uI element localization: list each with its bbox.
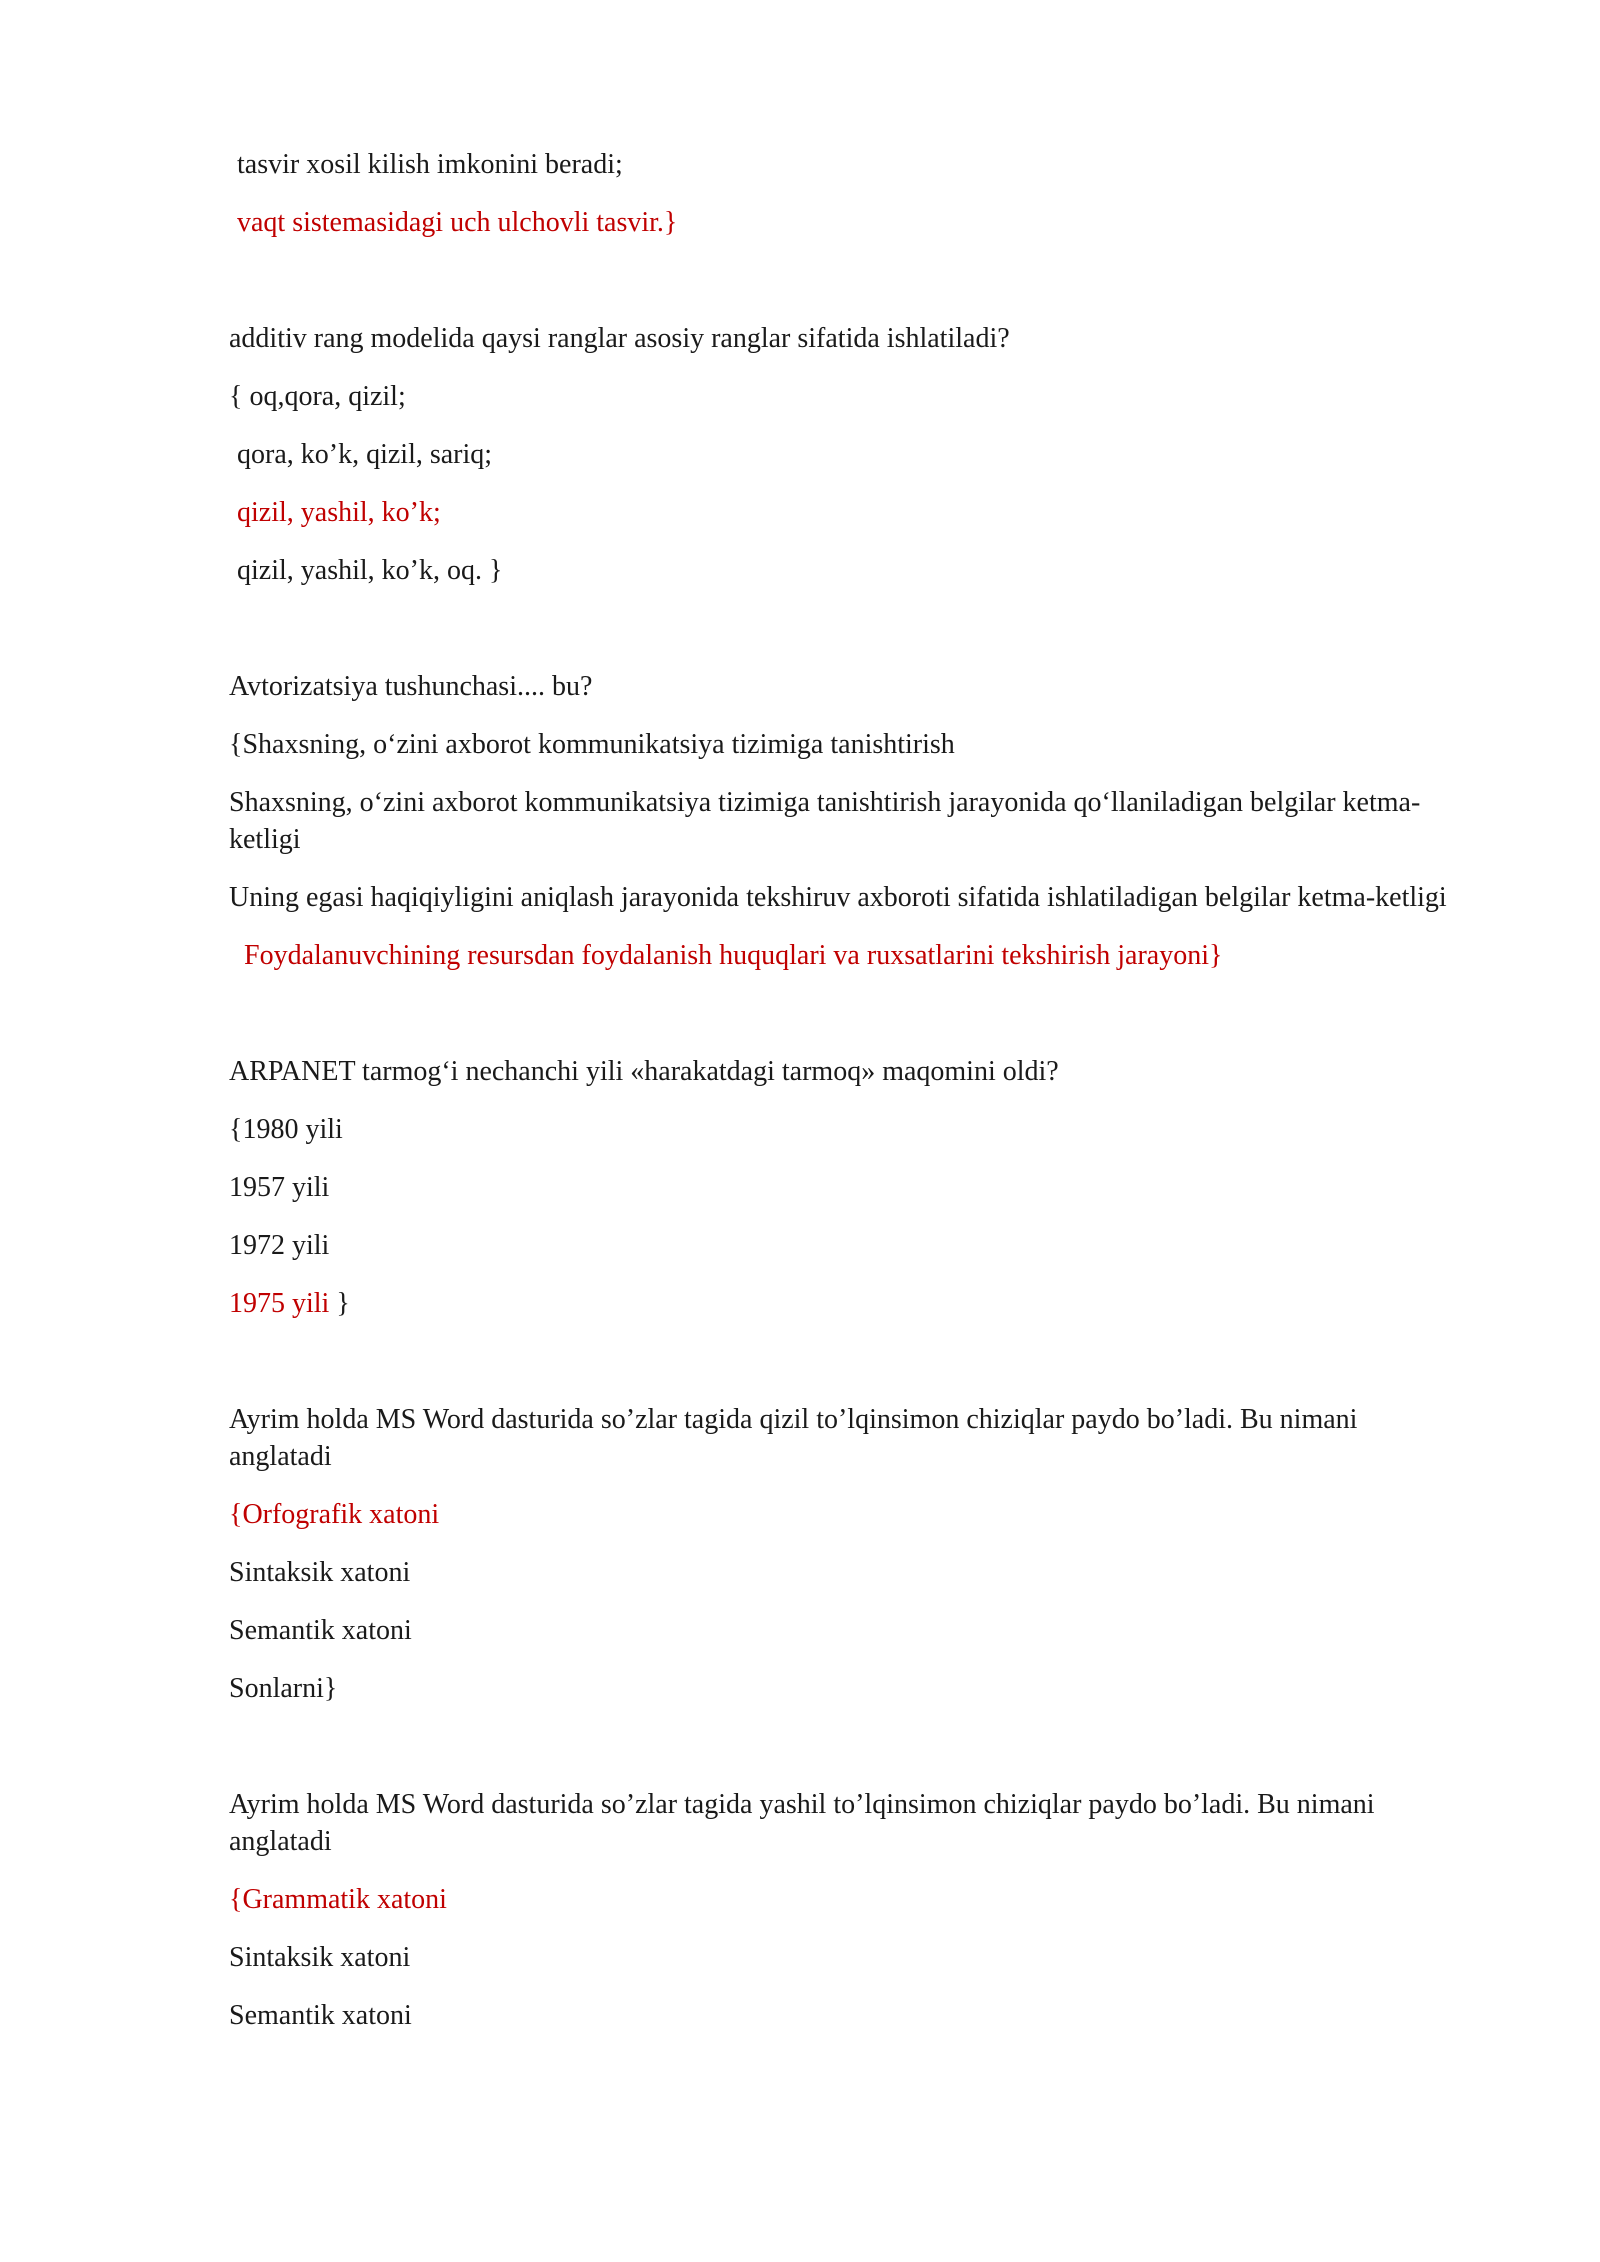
question-text: Ayrim holda MS Word dasturida so’zlar tagida qizil to’lqinsimon chiziqlar paydo bo’ladi. Bu nimani anglatadi [229,1404,1358,1472]
option: qizil, yashil, ko’k, oq. } [237,555,503,586]
document-page [229,146,1449,2055]
question-text: ARPANET tarmog‘i nechanchi yili «harakatdagi tarmoq» maqomini oldi? [229,1056,1059,1087]
question-block-3 [229,1053,1449,1322]
correct-option: 1975 yili [229,1288,330,1319]
option: Sintaksik xatoni [229,1557,411,1588]
question-block-0 [229,146,1449,241]
option-suffix: } [329,1288,350,1319]
question-block-1 [229,320,1449,589]
correct-option: Foydalanuvchining resursdan foydalanish huquqlari va ruxsatlarini tekshirish jarayoni} [244,940,1223,971]
question-text: Avtorizatsiya tushunchasi.... bu? [229,671,593,702]
option: 1957 yili [229,1172,330,1203]
correct-option: vaqt sistemasidagi uch ulchovli tasvir.} [237,207,678,238]
option: Shaxsning, o‘zini axborot kommunikatsiya tizimiga tanishtirish jarayonida qo‘llaniladigan belgilar ketma-ketligi [229,787,1421,855]
option: {Shaxsning, o‘zini axborot kommunikatsiya tizimiga tanishtirish [229,729,955,760]
option: Semantik xatoni [229,1615,412,1646]
question-text: additiv rang modelida qaysi ranglar asosiy ranglar sifatida ishlatiladi? [229,323,1010,354]
question-block-2 [229,668,1449,974]
question-block-4 [229,1401,1449,1707]
correct-option: {Orfografik xatoni [229,1499,440,1530]
question-block-5 [229,1786,1449,2034]
option: 1972 yili [229,1230,330,1261]
option: Uning egasi haqiqiyligini aniqlash jarayonida tekshiruv axboroti sifatida ishlatiladigan belgilar ketma-ketligi [229,882,1447,913]
spacer [229,995,1449,1053]
option: Semantik xatoni [229,2000,412,2031]
spacer [229,262,1449,320]
option: { oq,qora, qizil; [229,381,406,412]
correct-option: qizil, yashil, ko’k; [237,497,441,528]
option: Sonlarni} [229,1673,338,1704]
correct-option: {Grammatik xatoni [229,1884,447,1915]
option: {1980 yili [229,1114,343,1145]
spacer [229,1343,1449,1401]
option-with-answer [229,1285,1449,1322]
spacer [229,1728,1449,1786]
option: tasvir xosil kilish imkonini beradi; [237,149,623,180]
option: qora, ko’k, qizil, sariq; [237,439,493,470]
spacer [229,610,1449,668]
question-text: Ayrim holda MS Word dasturida so’zlar tagida yashil to’lqinsimon chiziqlar paydo bo’ladi. Bu nimani anglatadi [229,1789,1375,1857]
option: Sintaksik xatoni [229,1942,411,1973]
